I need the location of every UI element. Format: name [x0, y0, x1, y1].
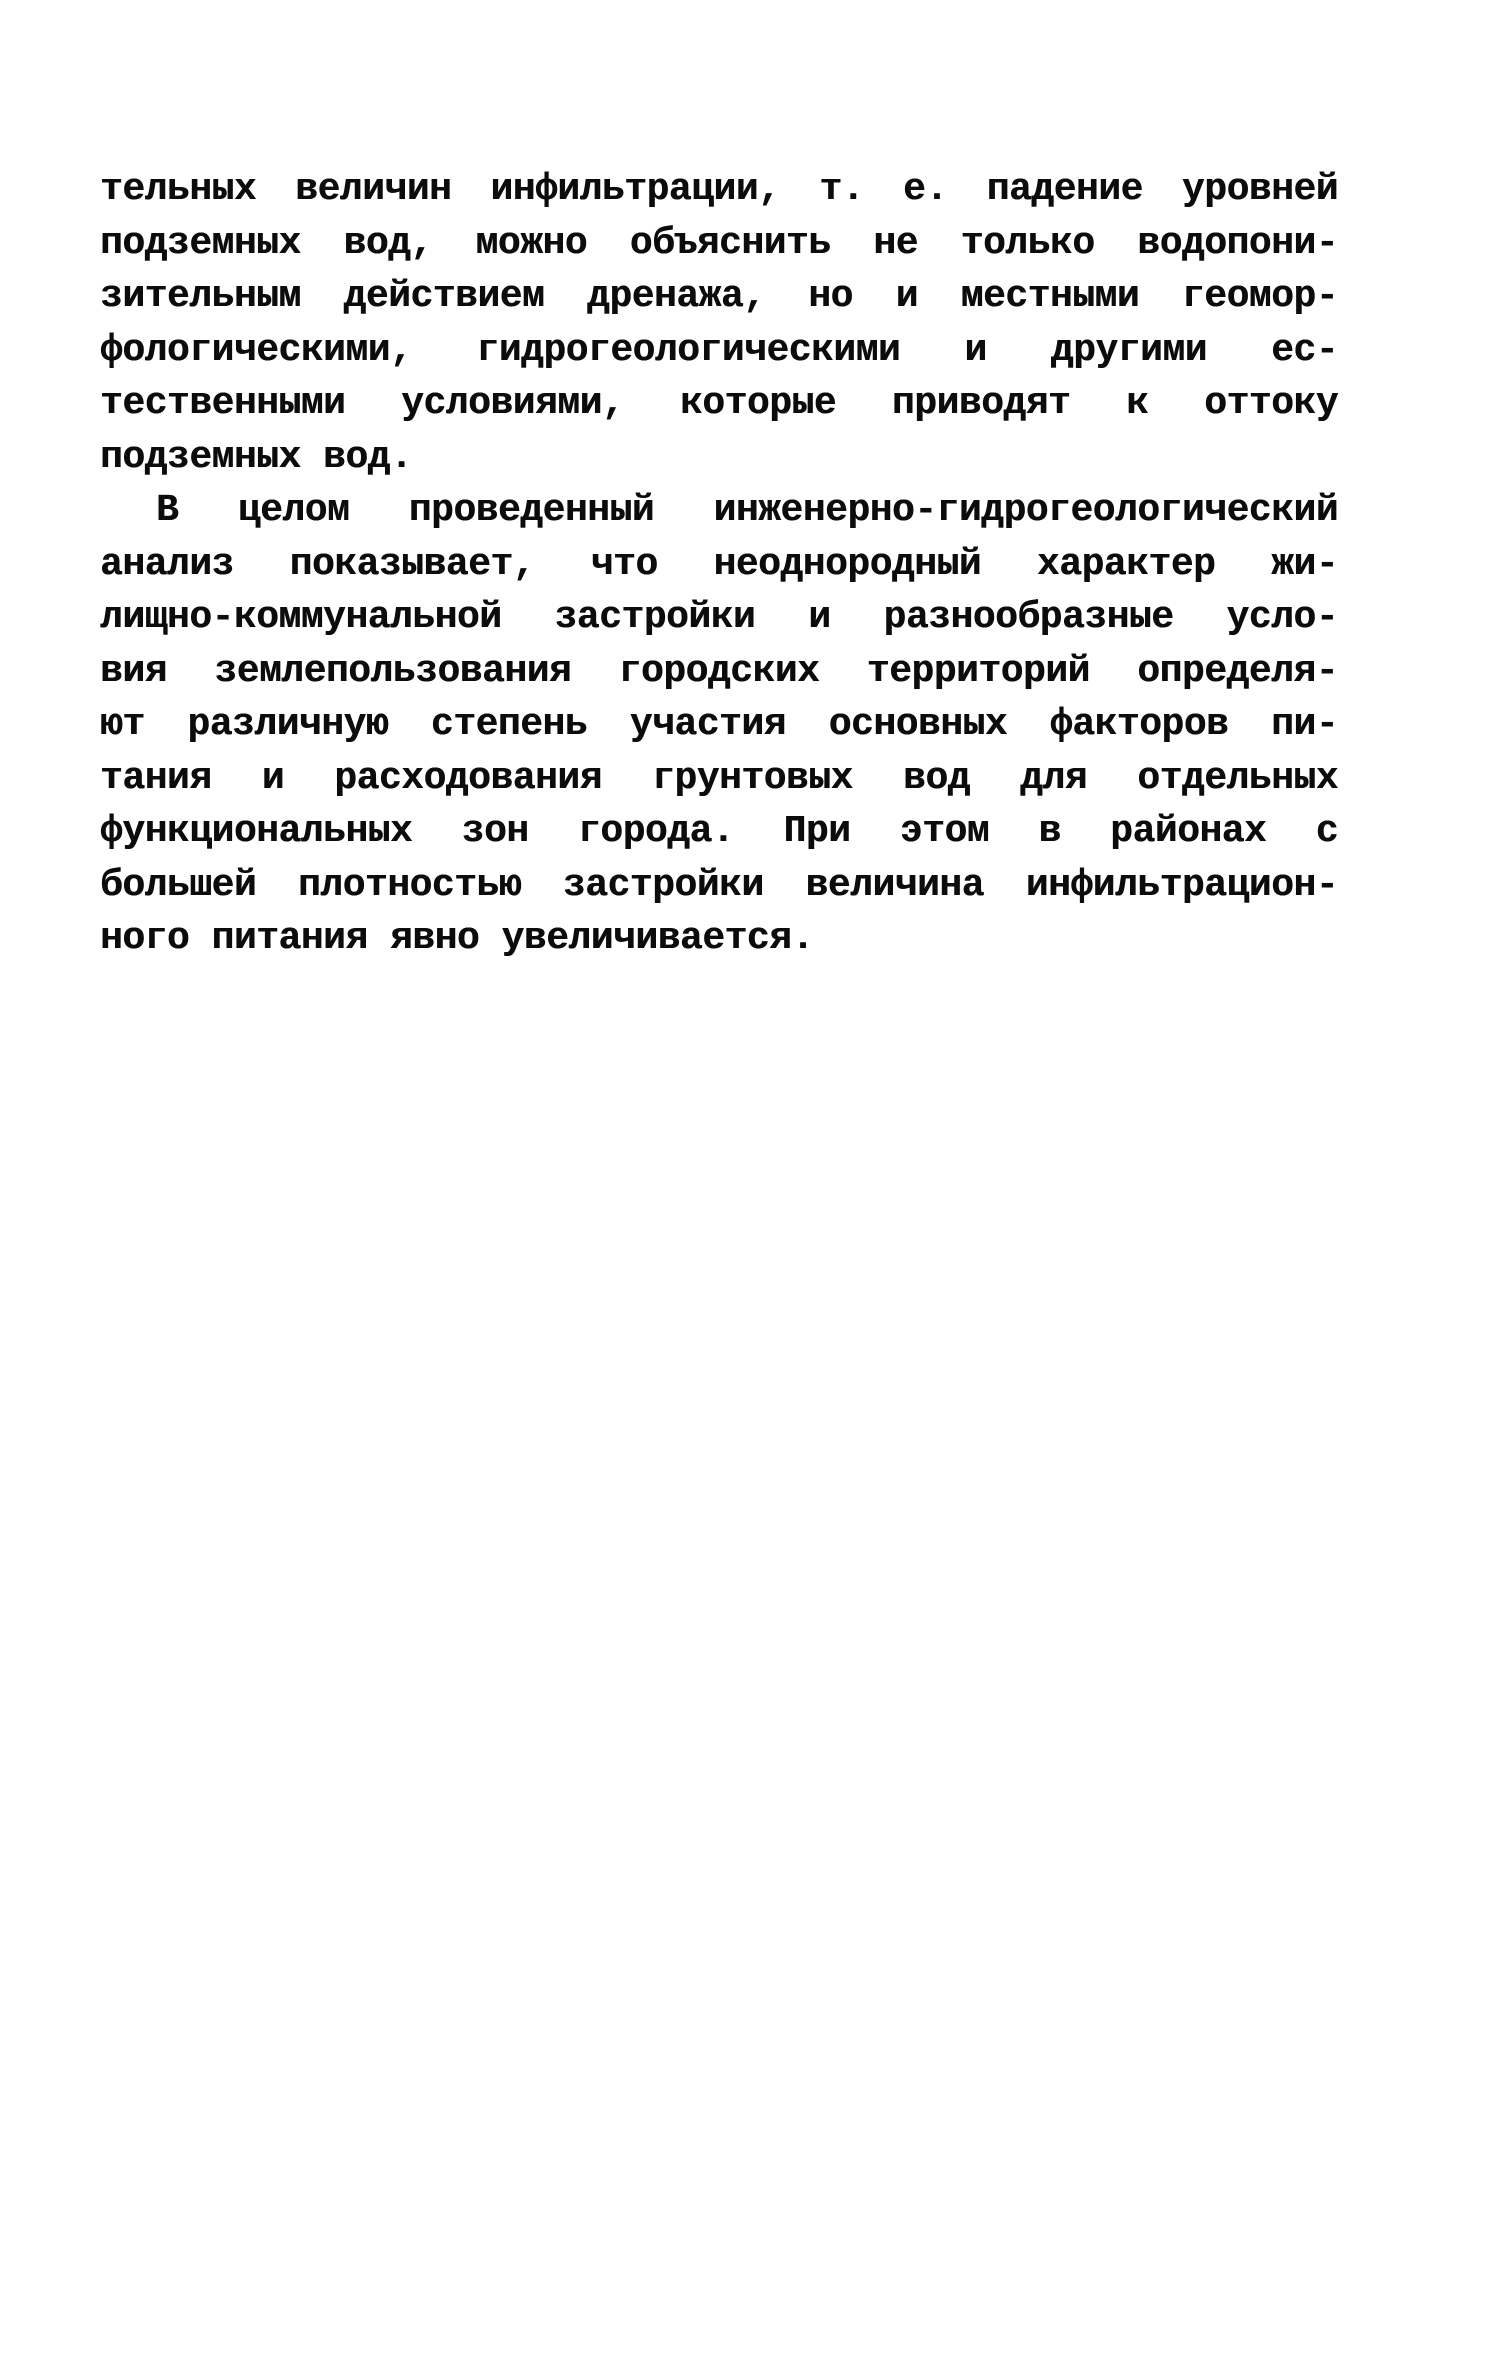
text-line: тания и расходования грунтовых вод для отдельных: [100, 756, 1338, 800]
text-line: фологическими, гидрогеологическими и другими ес-: [100, 328, 1338, 372]
text-line: тельных величин инфильтрации, т. е. падение уровней: [100, 168, 1338, 211]
text-line: функциональных зон города. При этом в районах с: [100, 810, 1338, 853]
text-line: анализ показывает, что неоднородный характер жи-: [100, 542, 1338, 586]
text-line: ного питания явно увеличивается.: [100, 917, 814, 960]
text-block: [100, 163, 1338, 966]
text-line: вия землепользования городских территорий определя-: [100, 649, 1338, 693]
text-line: ют различную степень участия основных факторов пи-: [100, 703, 1338, 746]
text-line: В целом проведенный инженерно-гидрогеологический: [156, 489, 1338, 532]
text-line: зительным действием дренажа, но и местными геомор-: [100, 275, 1338, 318]
text-line: подземных вод.: [100, 435, 413, 479]
text-line: лищно-коммунальной застройки и разнообразные усло-: [100, 596, 1338, 639]
text-line: тественными условиями, которые приводят к оттоку: [100, 382, 1338, 425]
text-line: подземных вод, можно объяснить не только водопони-: [100, 221, 1338, 265]
text-line: большей плотностью застройки величина инфильтрацион-: [100, 863, 1338, 907]
